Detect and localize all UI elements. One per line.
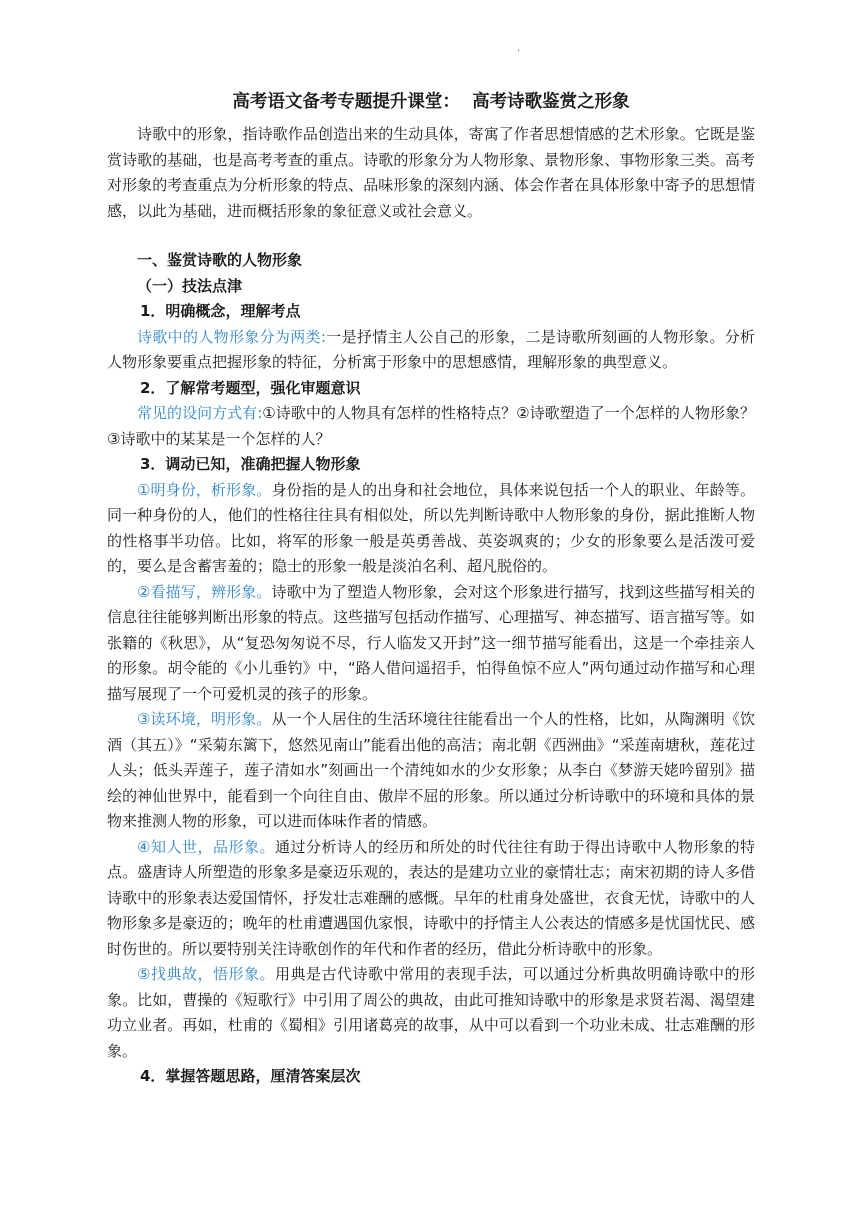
section-heading: 一、鉴赏诗歌的人物形象 [137,251,303,269]
document-page [107,88,755,1090]
intro-paragraph: 诗歌中的形象，指诗歌作品创造出来的生动具体，寄寓了作者思想情感的艺术形象。它既是鉴赏诗歌的基础，也是高考考查的重点。诗歌的形象分为人物形象、景物形象、事物形象三类。高考对形象的考查重点为分析形象的特点、品味形象的深刻内涵、体会作者在具体形象中寄予的思想情感，以此为基础，进而概括形象的象征意义或社会意义。 [107,125,755,220]
header-dot: . [517,43,521,54]
subsection-heading: （一）技法点津 [137,276,243,295]
highlight-lead: ①明身份，析形象。 [137,480,272,499]
point-heading-2: 2．了解常考题型，强化审题意识 [140,378,361,397]
point-heading-4: 4．掌握答题思路，厘清答案层次 [140,1067,361,1085]
method-paragraph-2 [107,580,755,708]
method-paragraph-1 [107,478,755,580]
method-paragraph-3 [107,707,755,835]
point-paragraph-1 [107,325,755,376]
paragraph-text: 从一个人居住的生活环境往往能看出一个人的性格，比如，从陶渊明《饮酒（其五）》“采菊东篱下，悠然见南山”能看出他的高洁；南北朝《西洲曲》“采莲南塘秋，莲花过人头；低头弄莲子，莲子清如水”刻画出一个清纯如水的少女形象；从李白《梦游天姥吟留别》描绘的神仙世界中，能看到一个向往自由、傲岸不屈的形象。所以通过分析诗歌中的环境和具体的景物来推测人物的形象，可以进而体味作者的情感。 [107,710,755,830]
paragraph-text: 身份指的是人的出身和社会地位，具体来说包括一个人的职业、年龄等。同一种身份的人，他们的性格往往具有相似处，所以先判断诗歌中人物形象的身份，据此推断人物的性格事半功倍。比如，将军的形象一般是英勇善战、英姿飒爽的；少女的形象要么是活泼可爱的，要么是含蓄害羞的；隐士的形象一般是淡泊名利、超凡脱俗的。 [107,480,755,575]
point-heading-1: 1．明确概念，理解考点 [140,302,301,320]
highlight-lead: 常见的设问方式有: [137,404,263,422]
document-title: 高考语文备考专题提升课堂： 高考诗歌鉴赏之形象 [232,92,630,112]
highlight-lead: ⑤找典故，悟形象。 [137,965,275,983]
paragraph-text: 一是抒情主人公自己的形象，二是诗歌所刻画的人物形象。分析人物形象要重点把握形象的特征，分析寓于形象中的思想感情，理解形象的典型意义。 [107,327,755,371]
highlight-lead: ④知人世，品形象。 [137,837,275,856]
highlight-lead: ③读环境，明形象。 [137,710,272,728]
method-paragraph-5 [107,962,755,1064]
highlight-lead: 诗歌中的人物形象分为两类: [137,327,326,346]
point-paragraph-2 [107,401,755,452]
highlight-lead: ②看描写，辨形象。 [137,582,272,601]
paragraph-text: 通过分析诗人的经历和所处的时代往往有助于得出诗歌中人物形象的特点。盛唐诗人所塑造的形象多是豪迈乐观的，表达的是建功立业的豪情壮志；南宋初期的诗人多借诗歌中的形象表达爱国情怀，抒发壮志难酬的感慨。早年的杜甫身处盛世，衣食无忧，诗歌中的人物形象多是豪迈的；晚年的杜甫遭遇国仇家恨，诗歌中的抒情主人公表达的情感多是忧国忧民、感时伤世的。所以要特别关注诗歌创作的年代和作者的经历，借此分析诗歌中的形象。 [107,837,755,958]
paragraph-text: 用典是古代诗歌中常用的表现手法，可以通过分析典故明确诗歌中的形象。比如，曹操的《短歌行》中引用了周公的典故，由此可推知诗歌中的形象是求贤若渴、渴望建功立业者。再如，杜甫的《蜀相》引用诸葛亮的故事，从中可以看到一个功业未成、壮志难酬的形象。 [107,965,755,1060]
paragraph-text: 诗歌中为了塑造人物形象，会对这个形象进行描写，找到这些描写相关的信息往往能够判断出形象的特点。这些描写包括动作描写、心理描写、神态描写、语言描写等。如张籍的《秋思》，从“复恐匆匆说不尽，行人临发又开封”这一细节描写能看出，这是一个牵挂亲人的形象。胡令能的《小儿垂钓》中，“路人借问遥招手，怕得鱼惊不应人”两句通过动作描写和心理描写展现了一个可爱机灵的孩子的形象。 [107,582,755,703]
method-paragraph-4 [107,835,755,963]
point-heading-3: 3．调动已知，准确把握人物形象 [140,455,361,473]
paragraph-text: ①诗歌中的人物具有怎样的性格特点？②诗歌塑造了一个怎样的人物形象？③诗歌中的某某是一个怎样的人？ [107,404,755,448]
